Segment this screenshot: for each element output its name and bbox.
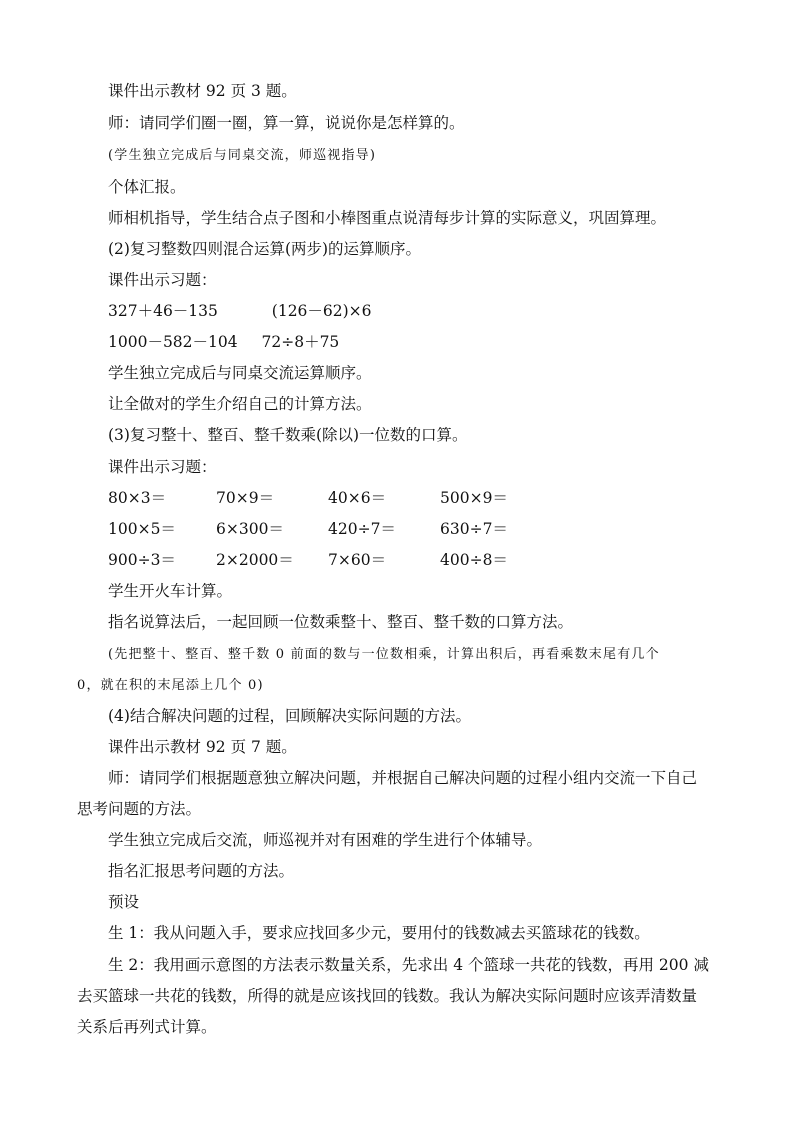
paragraph: 关系后再列式计算。 xyxy=(77,1018,217,1036)
paragraph: 指名说算法后，一起回顾一位数乘整十、整百、整千数的口算方法。 xyxy=(108,613,574,631)
oral-calc-item: 70×9＝ xyxy=(216,489,275,507)
exercise-row xyxy=(108,301,372,321)
section-heading: (4)结合解决问题的过程，回顾解决实际问题的方法。 xyxy=(108,707,471,725)
oral-calc-item: 500×9＝ xyxy=(440,489,508,507)
oral-calc-item: 80×3＝ xyxy=(108,489,167,507)
paragraph: 去买篮球一共花的钱数，所得的就是应该找回的钱数。我认为解决实际问题时应该弄清数量 xyxy=(77,987,698,1005)
teacher-note: (先把整十、整百、整千数 0 前面的数与一位数相乘，计算出积后，再看乘数末尾有几个 xyxy=(108,647,660,662)
oral-calc-item: 420÷7＝ xyxy=(328,520,396,538)
paragraph: 课件出示习题： xyxy=(108,458,217,476)
paragraph: 学生开火车计算。 xyxy=(108,582,233,600)
oral-calc-item: 100×5＝ xyxy=(108,520,176,538)
paragraph: 课件出示教材 92 页 3 题。 xyxy=(108,82,297,100)
exercise-expression: 72÷8＋75 xyxy=(261,333,340,351)
oral-calc-item: 900÷3＝ xyxy=(108,551,176,569)
exercise-row xyxy=(108,332,339,352)
paragraph: 师相机指导，学生结合点子图和小棒图重点说清每步计算的实际意义，巩固算理。 xyxy=(108,209,667,227)
exercise-expression: (126－62)×6 xyxy=(271,302,372,320)
teacher-note: (学生独立完成后与同桌交流，师巡视指导) xyxy=(108,148,377,163)
paragraph: 生 2：我用画示意图的方法表示数量关系，先求出 4 个篮球一共花的钱数，再用 200 减 xyxy=(108,956,709,974)
oral-calc-item: 630÷7＝ xyxy=(440,520,508,538)
oral-calc-item: 7×60＝ xyxy=(328,551,387,569)
oral-calc-item: 6×300＝ xyxy=(216,520,284,538)
section-heading: (3)复习整十、整百、整千数乘(除以)一位数的口算。 xyxy=(108,426,468,444)
paragraph: 师：请同学们根据题意独立解决问题，并根据自己解决问题的过程小组内交流一下自己 xyxy=(108,769,698,787)
paragraph: 思考问题的方法。 xyxy=(77,800,202,818)
oral-calc-item: 2×2000＝ xyxy=(216,551,294,569)
exercise-expression: 1000－582－104 xyxy=(108,333,238,351)
paragraph: 学生独立完成后交流，师巡视并对有困难的学生进行个体辅导。 xyxy=(108,831,543,849)
paragraph: 个体汇报。 xyxy=(108,178,186,196)
paragraph: 学生独立完成后与同桌交流运算顺序。 xyxy=(108,364,372,382)
oral-calc-item: 400÷8＝ xyxy=(440,551,508,569)
paragraph: 让全做对的学生介绍自己的计算方法。 xyxy=(108,395,372,413)
teacher-note: 0，就在积的末尾添上几个 0) xyxy=(77,678,264,693)
paragraph: 师：请同学们圈一圈，算一算，说说你是怎样算的。 xyxy=(108,114,465,132)
paragraph: 预设 xyxy=(108,893,140,911)
section-heading: (2)复习整数四则混合运算(两步)的运算顺序。 xyxy=(108,240,422,258)
paragraph: 课件出示习题： xyxy=(108,271,217,289)
paragraph: 生 1：我从问题入手，要求应找回多少元，要用付的钱数减去买篮球花的钱数。 xyxy=(108,924,650,942)
oral-calc-item: 40×6＝ xyxy=(328,489,387,507)
paragraph: 课件出示教材 92 页 7 题。 xyxy=(108,738,297,756)
exercise-expression: 327＋46－135 xyxy=(108,302,218,320)
paragraph: 指名汇报思考问题的方法。 xyxy=(108,862,295,880)
